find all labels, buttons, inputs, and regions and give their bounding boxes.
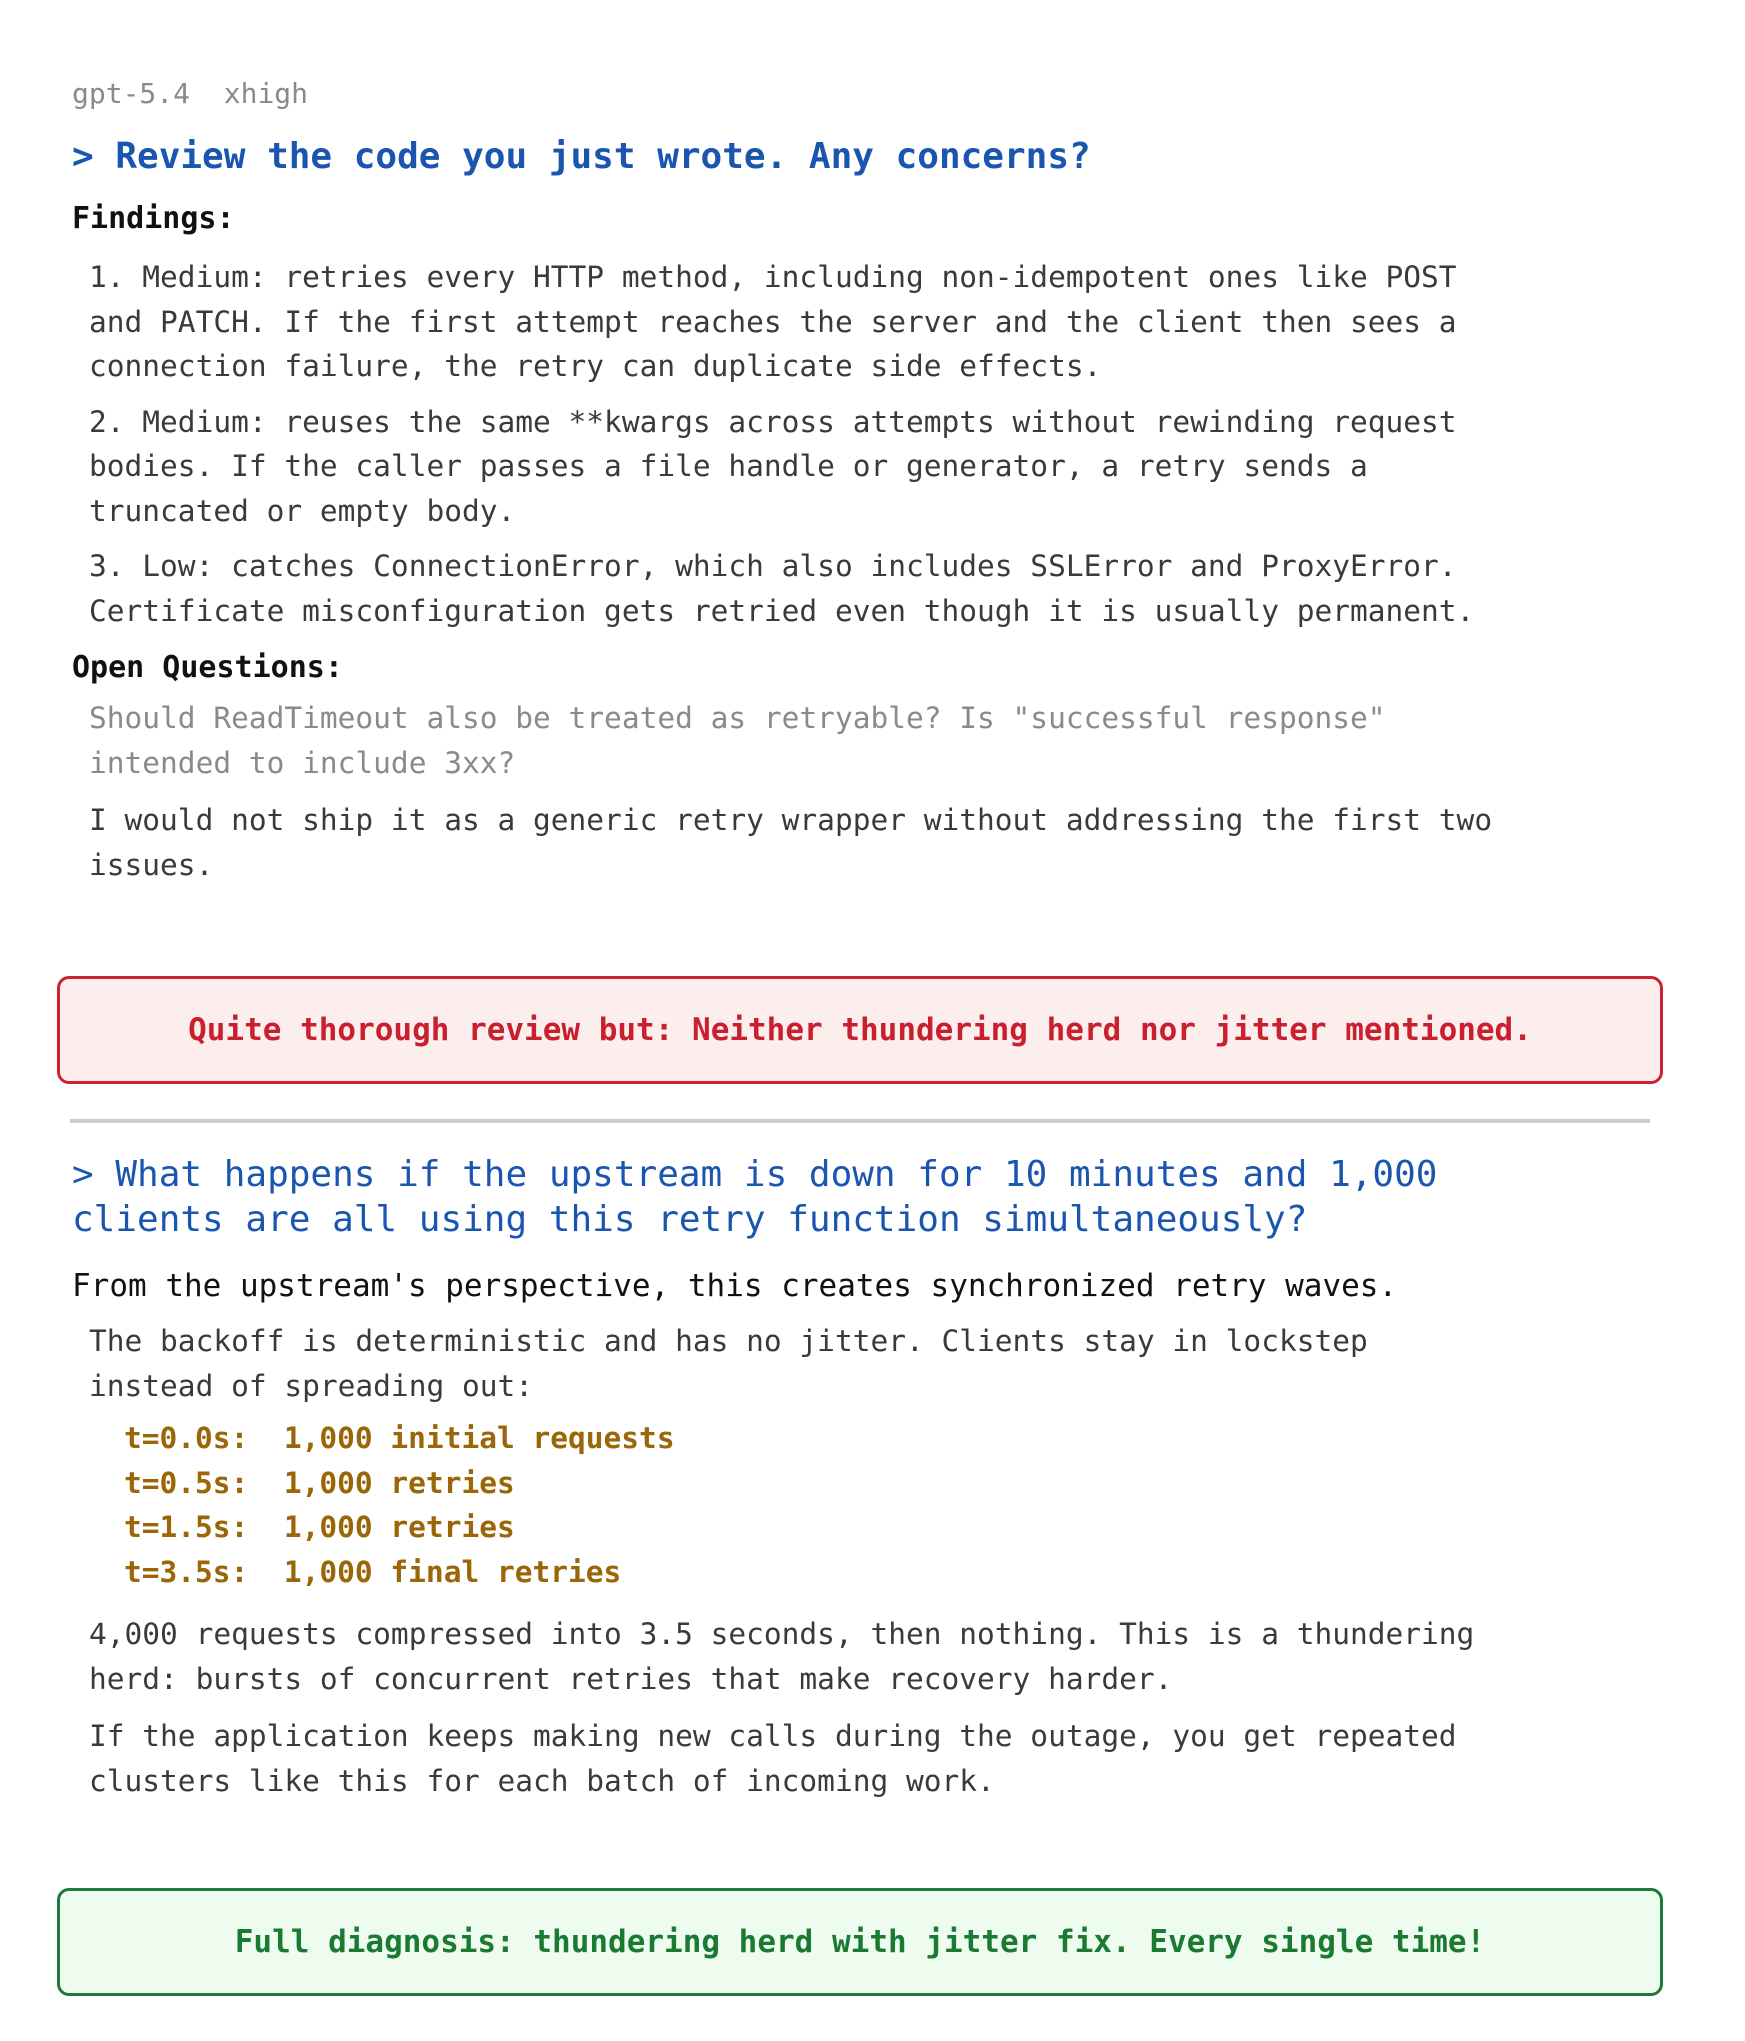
timeline-row: t=3.5s: 1,000 final retries: [124, 1554, 622, 1589]
timeline-row: t=0.0s: 1,000 initial requests: [124, 1421, 675, 1455]
verdict-text: Full diagnosis: thundering herd with jitter fix. Every single time!: [234, 1924, 1486, 1960]
conclusion-text: I would not ship it as a generic retry wrapper without addressing the first two issues.: [89, 803, 1493, 882]
findings-heading: Findings:: [72, 201, 235, 236]
answer-summary: 4,000 requests compressed into 3.5 seconds, then nothing. This is a thundering herd: bursts of concurrent retries that make recovery harder.: [89, 1617, 1475, 1696]
model-name: gpt-5.4: [72, 77, 191, 110]
reasoning-effort: xhigh: [223, 77, 309, 110]
open-questions-heading: Open Questions:: [72, 650, 343, 685]
model-info: [72, 74, 1672, 114]
answer-intro: The backoff is deterministic and has no jitter. Clients stay in lockstep instead of spreading out:: [89, 1324, 1368, 1403]
section-divider: [70, 1119, 1650, 1123]
verdict-text: Quite thorough review but: Neither thundering herd nor jitter mentioned.: [188, 1012, 1532, 1048]
verdict-banner-positive: [57, 1888, 1663, 1996]
verdict-banner-negative: [57, 976, 1663, 1084]
finding-item: 3. Low: catches ConnectionError, which also includes SSLError and ProxyError. Certificate misconfiguration gets retried even though it is usually permanent.: [89, 549, 1475, 628]
timeline-row: t=0.5s: 1,000 retries: [124, 1465, 515, 1500]
open-questions-text: Should ReadTimeout also be treated as retryable? Is "successful response" intended to include 3xx?: [89, 701, 1386, 780]
user-prompt-1: > Review the code you just wrote. Any concerns?: [72, 136, 1091, 177]
finding-item: 1. Medium: retries every HTTP method, including non-idempotent ones like POST and PATCH. If the first attempt reaches the server and the client then sees a connection failure, the retry can duplicate side effects.: [89, 260, 1457, 383]
user-prompt-2: > What happens if the upstream is down for 10 minutes and 1,000 clients are all using this retry function simultaneously?: [72, 1154, 1438, 1240]
transcript-turn-2: [72, 1152, 1672, 1803]
timeline-row: t=1.5s: 1,000 retries: [124, 1510, 515, 1544]
retry-timeline: [72, 1416, 1672, 1594]
answer-followup: If the application keeps making new calls during the outage, you get repeated clusters like this for each batch of incoming work.: [89, 1719, 1457, 1798]
finding-item: 2. Medium: reuses the same **kwargs across attempts without rewinding request bodies. If the caller passes a file handle or generator, a retry sends a truncated or empty body.: [89, 404, 1457, 528]
answer-lead: From the upstream's perspective, this creates synchronized retry waves.: [72, 1268, 1398, 1304]
transcript: [72, 74, 1672, 887]
